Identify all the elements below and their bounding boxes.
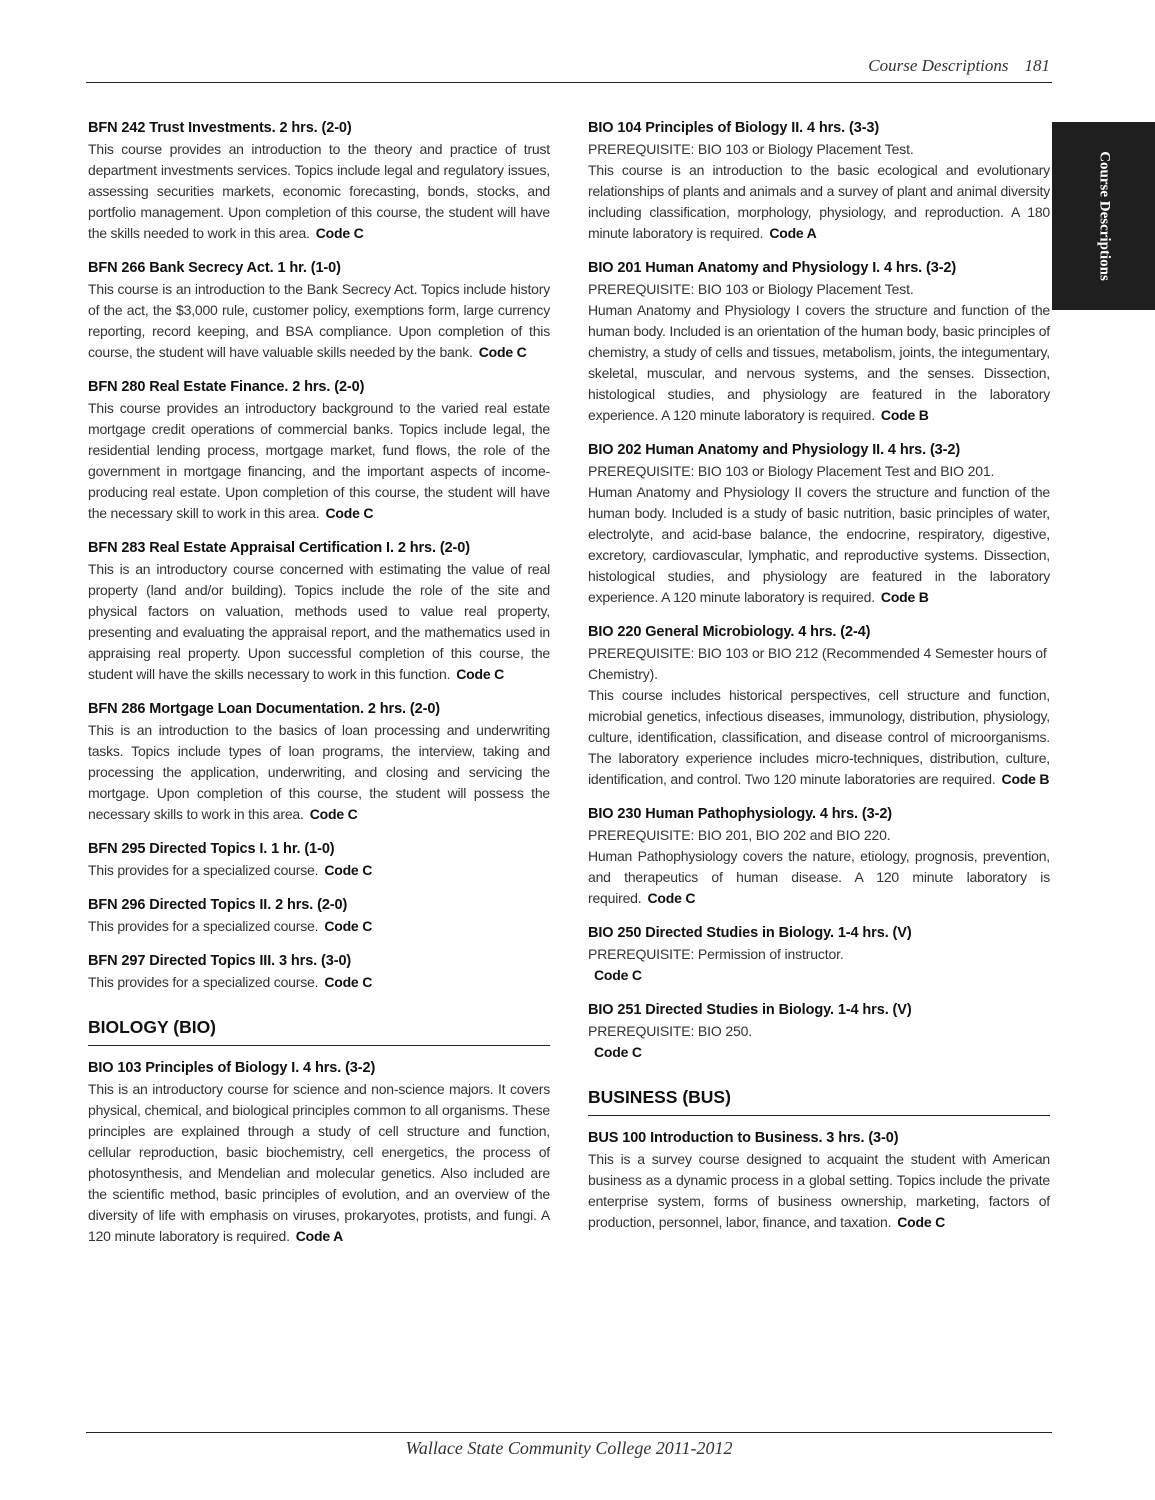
course-entry <box>88 951 550 993</box>
course-code: Code B <box>880 589 929 605</box>
course-description <box>88 860 550 881</box>
course-description-text: This course provides an introductory background to the varied real estate mortgage credit operations of commercial banks. Topics include legal, the residential lending process, mortgage market, fund flows, the role of the government in mortgage financing, and the important aspects of income-producing real estate. Upon completion of this course, the student will have the necessary skill to work in this area. <box>88 400 550 521</box>
header-title: Course Descriptions <box>868 56 1009 75</box>
course-description <box>588 482 1050 608</box>
course-description-text: This provides for a specialized course. <box>88 918 319 934</box>
course-prerequisite: PREREQUISITE: BIO 201, BIO 202 and BIO 220. <box>588 827 891 843</box>
course-code: Code C <box>456 666 505 682</box>
course-description-text: Human Anatomy and Physiology I covers the structure and function of the human body. Included is an orientation of the human body, basic principles of chemistry, a study of cells and tissues, metabolism, joints, the integumentary, skeletal, muscular, and nervous systems, and the senses. Dissection, histological studies, and physiology are featured in the laboratory experience. A 120 minute laboratory is required. <box>588 302 1050 423</box>
section-heading-biology: BIOLOGY (BIO) <box>88 1017 550 1046</box>
course-entry <box>88 538 550 685</box>
course-entry <box>88 839 550 881</box>
course-title: BFN 296 Directed Topics II. 2 hrs. (2-0) <box>88 897 348 913</box>
course-prerequisite: PREREQUISITE: BIO 103 or Biology Placement Test. <box>588 281 914 297</box>
right-column <box>588 118 1050 1247</box>
course-description-text: This is an introduction to the basics of loan processing and underwriting tasks. Topics include types of loan programs, the interview, taking and processing the application, underwriting, and closing and servicing the mortgage. Upon completion of this course, the student will possess the necessary skills to work in this area. <box>88 722 550 822</box>
course-code: Code C <box>324 974 373 990</box>
course-entry <box>88 699 550 825</box>
course-code: Code C <box>309 806 358 822</box>
course-prerequisite: PREREQUISITE: Permission of instructor. <box>588 946 844 962</box>
course-title: BFN 295 Directed Topics I. 1 hr. (1-0) <box>88 841 335 857</box>
course-entry <box>588 258 1050 426</box>
course-code: Code C <box>315 225 364 241</box>
course-entry <box>88 1058 550 1247</box>
footer-rule <box>86 1432 1052 1433</box>
course-description-text: This provides for a specialized course. <box>88 862 319 878</box>
course-code: Code C <box>325 505 374 521</box>
course-description-text: Human Pathophysiology covers the nature, etiology, prognosis, prevention, and therapeutics of human disease. A 120 minute laboratory is required. <box>588 848 1050 906</box>
course-title: BIO 250 Directed Studies in Biology. 1-4 hrs. (V) <box>588 925 912 941</box>
course-description <box>588 1042 1050 1063</box>
course-code: Code C <box>478 344 527 360</box>
course-title: BIO 220 General Microbiology. 4 hrs. (2-4) <box>588 624 871 640</box>
course-description-text: Human Anatomy and Physiology II covers the structure and function of the human body. Included is a study of basic nutrition, basic principles of water, electrolyte, and acid-base balance, the endocrine, respiratory, digestive, excretory, cardiovascular, lymphatic, and reproductive systems. Dissection, histological studies, and physiology are featured in the laboratory experience. A 120 minute laboratory is required. <box>588 484 1050 605</box>
course-entry <box>588 118 1050 244</box>
course-title: BIO 202 Human Anatomy and Physiology II. 4 hrs. (3-2) <box>588 442 961 458</box>
course-title: BUS 100 Introduction to Business. 3 hrs. (3-0) <box>588 1130 899 1146</box>
course-description-text: This course includes historical perspectives, cell structure and function, microbial genetics, infectious diseases, immunology, distribution, physiology, culture, identification, classification, and disease control of microorganisms. The laboratory experience includes micro-techniques, distribution, culture, identification, and control. Two 120 minute laboratories are required. <box>588 687 1050 787</box>
course-code: Code C <box>594 1044 642 1060</box>
section-heading-business: BUSINESS (BUS) <box>588 1087 1050 1116</box>
course-description-text: This course is an introduction to the Bank Secrecy Act. Topics include history of the act, the $3,000 rule, customer policy, exemptions form, large currency reporting, record keeping, and BSA compliance. Upon completion of this course, the student will have valuable skills needed by the bank. <box>88 281 550 360</box>
course-code: Code A <box>769 225 817 241</box>
course-entry <box>588 1000 1050 1063</box>
course-title: BIO 251 Directed Studies in Biology. 1-4 hrs. (V) <box>588 1002 912 1018</box>
course-title: BIO 103 Principles of Biology I. 4 hrs. (3-2) <box>88 1060 376 1076</box>
page-number: 181 <box>1024 56 1050 75</box>
course-code: Code B <box>1001 771 1050 787</box>
side-tab <box>1052 122 1155 310</box>
course-description <box>588 1149 1050 1233</box>
course-description <box>88 720 550 825</box>
course-title: BFN 286 Mortgage Loan Documentation. 2 hrs. (2-0) <box>88 701 441 717</box>
course-description-text: This is a survey course designed to acquaint the student with American business as a dynamic process in a global setting. Topics include the private enterprise system, forms of business ownership, marketing, factors of production, personnel, labor, finance, and taxation. <box>588 1151 1050 1230</box>
course-description <box>588 965 1050 986</box>
course-description-text: This course is an introduction to the basic ecological and evolutionary relationships of plants and animals and a survey of plant and animal diversity including classification, morphology, physiology, and reproduction. A 180 minute laboratory is required. <box>588 162 1050 241</box>
course-description <box>88 559 550 685</box>
course-title: BFN 280 Real Estate Finance. 2 hrs. (2-0) <box>88 379 365 395</box>
course-entry <box>88 895 550 937</box>
course-code: Code A <box>295 1228 344 1244</box>
course-title: BFN 266 Bank Secrecy Act. 1 hr. (1-0) <box>88 260 341 276</box>
course-description <box>588 300 1050 426</box>
course-entry <box>588 440 1050 608</box>
course-entry <box>588 1128 1050 1233</box>
course-description <box>88 398 550 524</box>
course-description <box>88 139 550 244</box>
course-description-text: This is an introductory course for science and non-science majors. It covers physical, chemical, and biological principles common to all organisms. These principles are explained through a study of cell structure and function, cellular reproduction, basic biochemistry, cell energetics, the process of photosynthesis, and Mendelian and molecular genetics. Also included are the scientific method, basic principles of evolution, and an overview of the diversity of life with emphasis on viruses, prokaryotes, protists, and fungi. A 120 minute laboratory is required. <box>88 1081 550 1244</box>
side-tab-label: Course Descriptions <box>1096 151 1112 281</box>
course-description <box>88 972 550 993</box>
course-description-text: This course provides an introduction to the theory and practice of trust department investments services. Topics include legal and regulatory issues, assessing securities markets, economic forecasting, bonds, stocks, and portfolio management. Upon completion of this course, the student will have the skills needed to work in this area. <box>88 141 550 241</box>
page-header <box>88 56 1050 76</box>
course-entry <box>588 622 1050 790</box>
course-prerequisite: PREREQUISITE: BIO 103 or Biology Placement Test and BIO 201. <box>588 463 995 479</box>
course-title: BIO 104 Principles of Biology II. 4 hrs. (3-3) <box>588 120 880 136</box>
course-code: Code C <box>324 918 373 934</box>
course-title: BIO 201 Human Anatomy and Physiology I. 4 hrs. (3-2) <box>588 260 957 276</box>
course-entry <box>88 377 550 524</box>
page-footer: Wallace State Community College 2011-2012 <box>405 1438 733 1458</box>
course-title: BFN 283 Real Estate Appraisal Certification I. 2 hrs. (2-0) <box>88 540 470 556</box>
course-prerequisite: PREREQUISITE: BIO 103 or BIO 212 (Recommended 4 Semester hours of Chemistry). <box>588 645 1047 682</box>
course-entry <box>88 258 550 363</box>
course-code: Code C <box>647 890 696 906</box>
course-description <box>588 685 1050 790</box>
course-prerequisite: PREREQUISITE: BIO 103 or Biology Placement Test. <box>588 141 914 157</box>
course-title: BIO 230 Human Pathophysiology. 4 hrs. (3-2) <box>588 806 893 822</box>
course-description <box>88 916 550 937</box>
course-description <box>588 160 1050 244</box>
course-description <box>88 1079 550 1247</box>
course-entry <box>588 923 1050 986</box>
course-description <box>88 279 550 363</box>
header-rule <box>86 82 1052 83</box>
course-description <box>588 846 1050 909</box>
course-description-text: This provides for a specialized course. <box>88 974 319 990</box>
course-code: Code C <box>594 967 642 983</box>
course-entry <box>88 118 550 244</box>
course-title: BFN 242 Trust Investments. 2 hrs. (2-0) <box>88 120 352 136</box>
course-entry <box>588 804 1050 909</box>
course-code: Code B <box>880 407 929 423</box>
course-prerequisite: PREREQUISITE: BIO 250. <box>588 1023 752 1039</box>
course-title: BFN 297 Directed Topics III. 3 hrs. (3-0) <box>88 953 352 969</box>
course-description-text: This is an introductory course concerned with estimating the value of real property (land and/or building). Topics include the role of the site and physical factors on valuation, methods used to value real property, presenting and evaluating the appraisal report, and the mathematics used in appraising real property. Upon successful completion of this course, the student will have the skills necessary to work in this function. <box>88 561 550 682</box>
course-code: Code C <box>897 1214 946 1230</box>
course-code: Code C <box>324 862 373 878</box>
left-column <box>88 118 550 1261</box>
